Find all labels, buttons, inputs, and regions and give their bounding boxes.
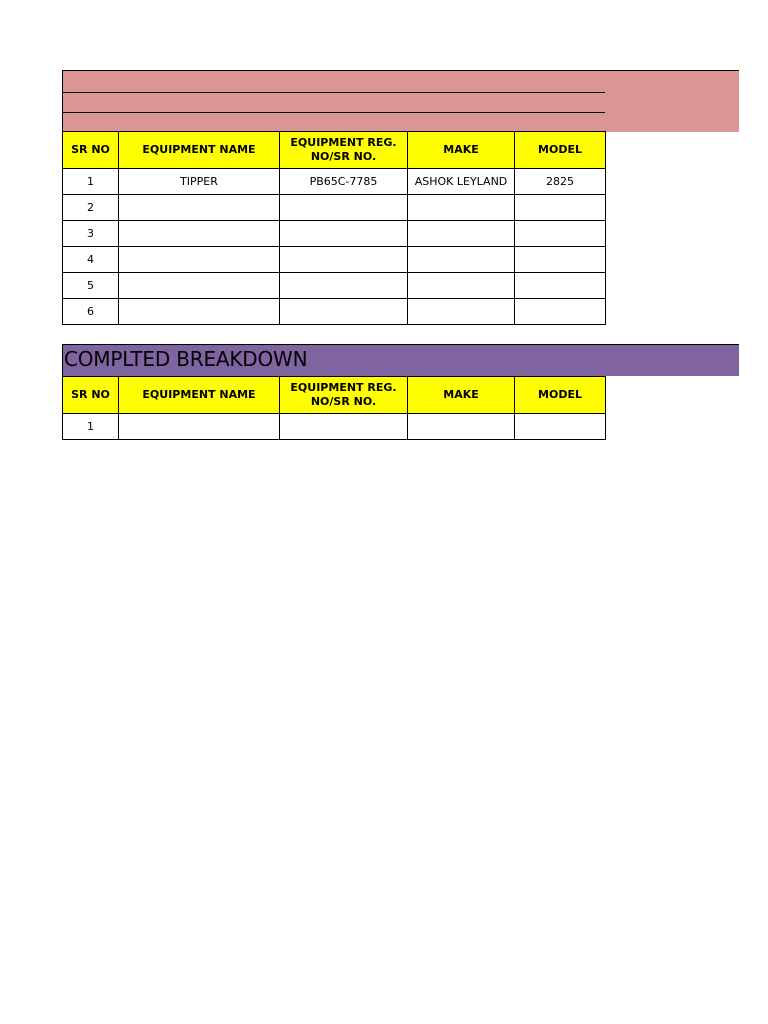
section2-title-band (63, 344, 739, 376)
header-make: MAKE (408, 132, 515, 169)
table-row (63, 247, 606, 273)
header-sr-no: SR NO (63, 377, 119, 414)
table-row (63, 221, 606, 247)
section1-title-band-3 (63, 112, 739, 132)
cell-model[interactable] (515, 247, 606, 273)
section1-title-band-2 (63, 92, 739, 112)
cell-model[interactable] (515, 414, 606, 440)
cell-sr-no[interactable]: 5 (63, 273, 119, 299)
band-divider (63, 92, 605, 93)
section1-title-band-1 (63, 70, 739, 92)
table-row (63, 414, 606, 440)
section2-title: COMPLTED BREAKDOWN (64, 347, 308, 371)
header-equipment-name: EQUIPMENT NAME (119, 377, 280, 414)
completed-breakdown-table (62, 376, 606, 440)
header-model: MODEL (515, 132, 606, 169)
cell-equipment-name[interactable] (119, 414, 280, 440)
cell-make[interactable] (408, 195, 515, 221)
cell-equipment-name[interactable] (119, 299, 280, 325)
cell-equipment-reg[interactable] (280, 195, 408, 221)
cell-equipment-reg[interactable] (280, 221, 408, 247)
table-row (63, 273, 606, 299)
cell-model[interactable]: 2825 (515, 169, 606, 195)
cell-sr-no[interactable]: 3 (63, 221, 119, 247)
cell-sr-no[interactable]: 4 (63, 247, 119, 273)
header-model: MODEL (515, 377, 606, 414)
table-row (63, 299, 606, 325)
header-equipment-reg: EQUIPMENT REG. NO/SR NO. (280, 132, 408, 169)
cell-equipment-reg[interactable] (280, 247, 408, 273)
cell-sr-no[interactable]: 6 (63, 299, 119, 325)
cell-make[interactable] (408, 247, 515, 273)
table-row (63, 195, 606, 221)
cell-sr-no[interactable]: 1 (63, 414, 119, 440)
cell-sr-no[interactable]: 1 (63, 169, 119, 195)
cell-make[interactable] (408, 299, 515, 325)
header-row (63, 377, 606, 414)
cell-model[interactable] (515, 221, 606, 247)
cell-equipment-name[interactable] (119, 195, 280, 221)
header-sr-no: SR NO (63, 132, 119, 169)
cell-equipment-name[interactable]: TIPPER (119, 169, 280, 195)
cell-equipment-name[interactable] (119, 221, 280, 247)
cell-model[interactable] (515, 299, 606, 325)
cell-model[interactable] (515, 195, 606, 221)
header-equipment-name: EQUIPMENT NAME (119, 132, 280, 169)
band-divider (63, 112, 605, 113)
cell-equipment-reg[interactable]: PB65C-7785 (280, 169, 408, 195)
cell-make[interactable] (408, 414, 515, 440)
cell-model[interactable] (515, 273, 606, 299)
header-make: MAKE (408, 377, 515, 414)
cell-equipment-reg[interactable] (280, 414, 408, 440)
cell-equipment-reg[interactable] (280, 273, 408, 299)
table-row (63, 169, 606, 195)
band-border (62, 70, 63, 132)
cell-make[interactable] (408, 273, 515, 299)
equipment-table (62, 131, 606, 325)
cell-make[interactable] (408, 221, 515, 247)
cell-sr-no[interactable]: 2 (63, 195, 119, 221)
cell-make[interactable]: ASHOK LEYLAND (408, 169, 515, 195)
header-row (63, 132, 606, 169)
header-equipment-reg: EQUIPMENT REG. NO/SR NO. (280, 377, 408, 414)
cell-equipment-name[interactable] (119, 273, 280, 299)
band-border (62, 344, 63, 376)
cell-equipment-name[interactable] (119, 247, 280, 273)
cell-equipment-reg[interactable] (280, 299, 408, 325)
